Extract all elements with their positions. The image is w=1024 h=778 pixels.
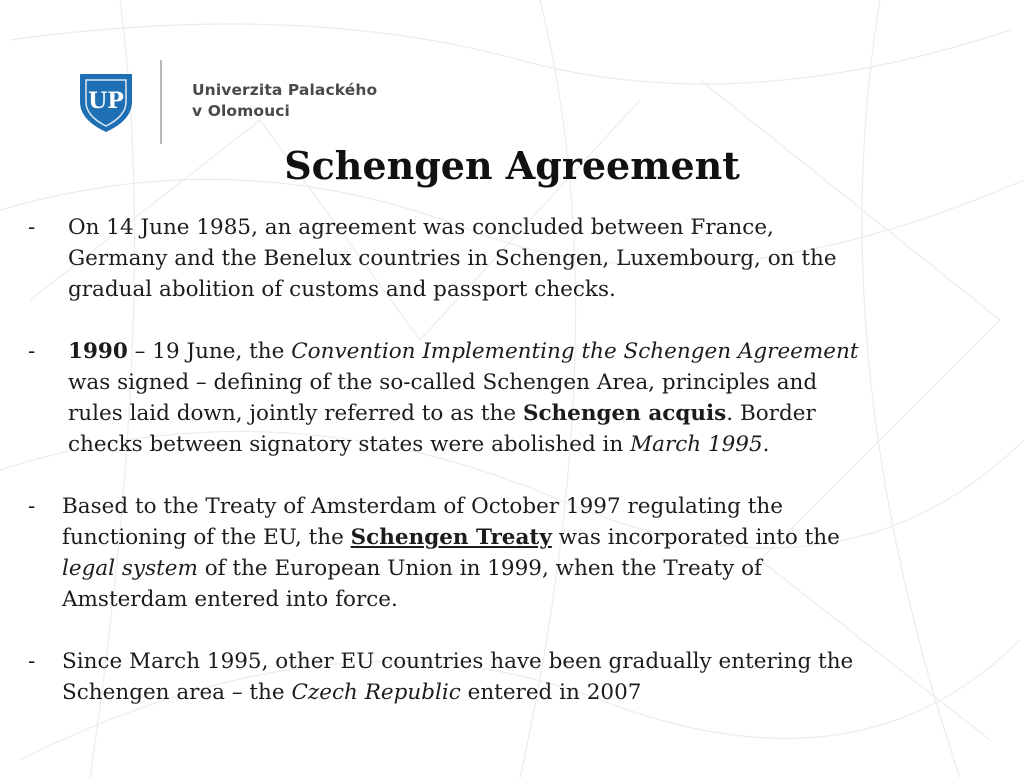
bullet-fragment: . Border xyxy=(726,401,816,426)
bullet-line: gradual abolition of customs and passport checks. xyxy=(68,277,616,302)
schengen-acquis: Schengen acquis xyxy=(522,401,727,426)
bullet-text xyxy=(28,491,1010,615)
czech-republic: Czech Republic xyxy=(291,680,461,705)
page-title: Schengen Agreement xyxy=(284,143,740,188)
bullet-dash: - xyxy=(28,649,36,674)
schengen-treaty: Schengen Treaty xyxy=(350,525,552,550)
bullet-item-expansion xyxy=(28,646,1010,708)
bullet-item-1990 xyxy=(28,336,1010,460)
university-name xyxy=(192,80,377,122)
convention-title: Convention Implementing the Schengen Agreement xyxy=(291,339,859,364)
bullet-line: Amsterdam entered into force. xyxy=(62,587,398,612)
legal-system: legal system xyxy=(62,556,198,581)
university-name-line2: v Olomouci xyxy=(192,102,290,120)
bullet-fragment: Schengen area – the xyxy=(62,680,292,705)
bullet-text xyxy=(28,212,1010,305)
bullet-fragment: rules laid down, jointly referred to as the xyxy=(68,401,523,426)
bullet-fragment: checks between signatory states were abolished in xyxy=(68,432,631,457)
bullet-fragment: functioning of the EU, the xyxy=(62,525,351,550)
bullet-fragment: of the European Union in 1999, when the Treaty of xyxy=(197,556,763,581)
bullet-text xyxy=(28,646,1010,708)
university-logo xyxy=(78,72,134,134)
logo-monogram: UP xyxy=(88,88,124,114)
bullet-line: Since March 1995, other EU countries have been gradually entering the xyxy=(62,649,854,674)
bullet-list xyxy=(28,212,1010,708)
logo-divider xyxy=(160,60,162,144)
bullet-dash: - xyxy=(28,339,36,364)
bullet-line: On 14 June 1985, an agreement was concluded between France, xyxy=(68,215,774,240)
year-1990: 1990 xyxy=(68,339,128,364)
bullet-dash: - xyxy=(28,215,36,240)
bullet-fragment: was incorporated into the xyxy=(551,525,840,550)
bullet-fragment: – 19 June, the xyxy=(127,339,292,364)
march-1995: March 1995 xyxy=(630,432,763,457)
bullet-line: was signed – defining of the so-called Schengen Area, principles and xyxy=(68,370,818,395)
bullet-text xyxy=(28,336,1010,460)
bullet-item-amsterdam xyxy=(28,491,1010,615)
bullet-line: Based to the Treaty of Amsterdam of October 1997 regulating the xyxy=(62,494,783,519)
university-header xyxy=(78,58,398,148)
bullet-fragment: . xyxy=(762,432,770,457)
bullet-item-1985 xyxy=(28,212,1010,305)
bullet-line: Germany and the Benelux countries in Schengen, Luxembourg, on the xyxy=(68,246,837,271)
bullet-dash: - xyxy=(28,494,36,519)
university-name-line1: Univerzita Palackého xyxy=(192,81,378,99)
bullet-fragment: entered in 2007 xyxy=(460,680,642,705)
